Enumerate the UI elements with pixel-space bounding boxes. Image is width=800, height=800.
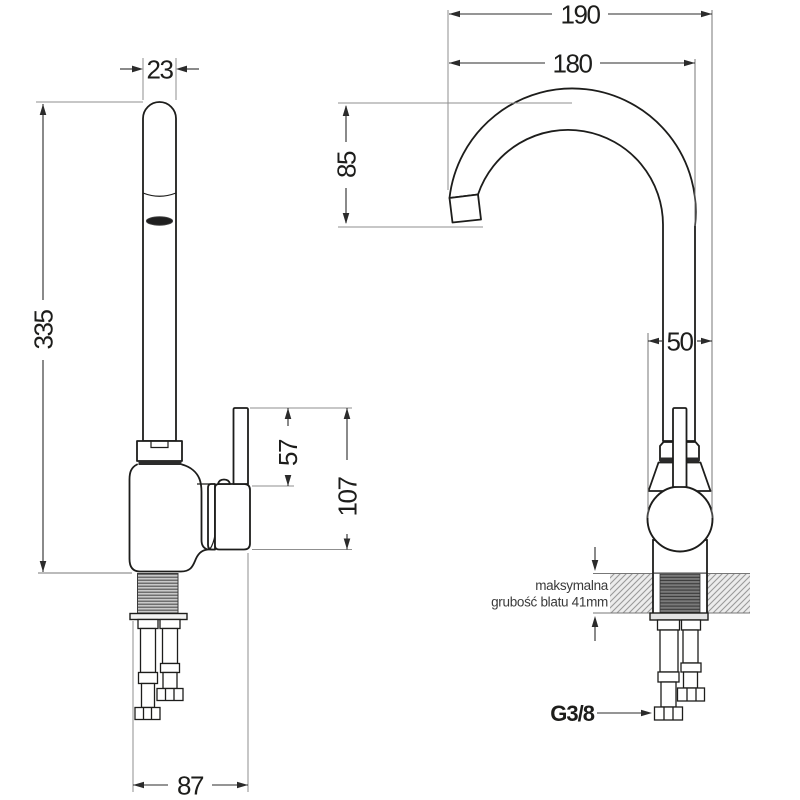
shank-through-counter: [660, 574, 700, 613]
mounting-flange-side: [130, 614, 187, 620]
spout-outlet-tip: [450, 195, 482, 223]
countertop-section: [593, 574, 750, 621]
dim-label-180: 180: [552, 48, 592, 79]
collar-ring-right: [687, 458, 700, 463]
dim-label-107: 107: [332, 477, 363, 517]
body-sphere: [648, 487, 713, 552]
handle-pivot-nub: [218, 480, 230, 485]
dim-handle-height: [333, 408, 363, 550]
dim-label-23: 23: [146, 54, 173, 85]
collar-ring-left: [660, 458, 673, 463]
hose-nut: [135, 708, 160, 720]
counter-note-line2: grubość blatu 41mm: [491, 594, 608, 610]
collar-ring: [139, 461, 182, 465]
counter-hatch-left: [610, 574, 653, 613]
dim-label-57: 57: [273, 440, 303, 466]
front-view-extension-lines: [338, 10, 712, 518]
counter-hatch-right: [707, 574, 750, 613]
spout-collar: [137, 441, 182, 461]
dim-spout-reach-overall: [449, 0, 712, 30]
front-view: [332, 0, 751, 726]
side-view: [29, 55, 363, 800]
gooseneck-spout: [450, 88, 696, 441]
spout-tube-side: [137, 102, 182, 465]
faucet-body-front: [648, 408, 713, 574]
mounting-shank-side: [130, 574, 187, 620]
dim-body-diameter: [648, 327, 712, 357]
dim-label-190: 190: [560, 0, 600, 30]
hose-nut: [678, 688, 705, 701]
dim-label-335: 335: [28, 310, 59, 350]
mounting-flange-front: [650, 613, 708, 620]
hose-nut: [157, 689, 183, 701]
dim-spout-diameter: [120, 55, 199, 85]
aerator: [146, 217, 172, 226]
handle-side: [197, 408, 250, 550]
faucet-body-side: [130, 465, 216, 572]
counter-thickness-note: [491, 547, 609, 641]
supply-hoses-side: [135, 620, 183, 720]
dim-spout-reach: [449, 49, 695, 79]
side-view-extension-lines: [36, 58, 352, 792]
g38-label: G3/8: [550, 701, 594, 726]
hose-nut: [655, 707, 683, 720]
dim-label-85: 85: [331, 152, 362, 178]
dim-base-depth: [133, 771, 248, 800]
handle-lever-front: [673, 408, 687, 487]
dim-label-50: 50: [666, 326, 693, 357]
thread-size-callout: [550, 701, 652, 726]
dim-total-height: [29, 104, 59, 572]
handle-lever-side: [234, 408, 249, 484]
supply-hoses-front: [655, 620, 705, 720]
dim-spout-drop: [332, 105, 362, 224]
dim-label-87: 87: [177, 770, 203, 800]
counter-note-line1: maksymalna: [535, 578, 608, 593]
dim-lever-height: [273, 408, 303, 486]
